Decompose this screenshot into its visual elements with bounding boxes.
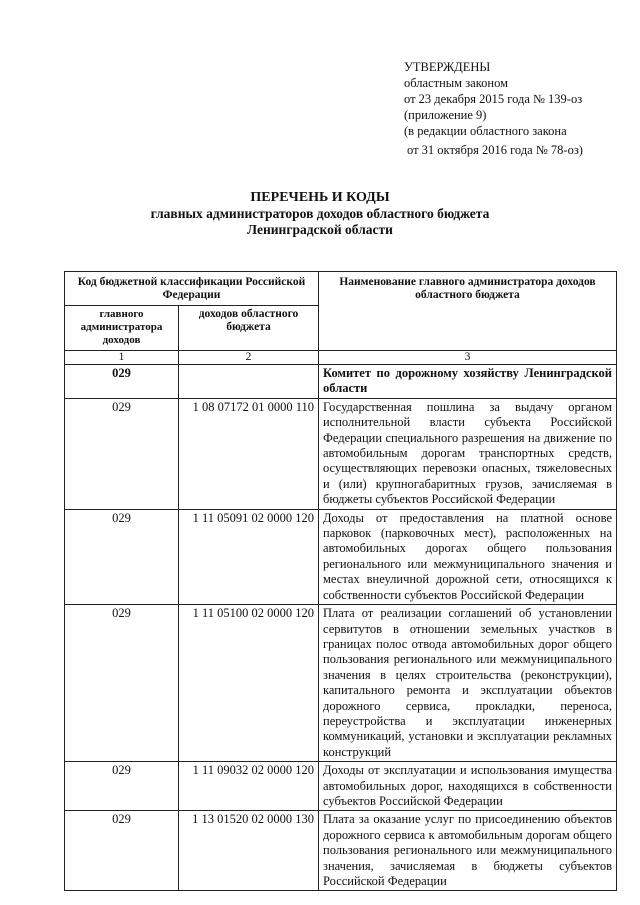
income-code bbox=[179, 365, 319, 399]
income-description: Доходы от эксплуатации и использования имущества автомобильных дорог, находящихся в собственности субъектов Российской Федерации bbox=[319, 762, 617, 811]
title-line: главных администраторов доходов областного бюджета bbox=[150, 206, 490, 221]
title-line: Ленинградской области bbox=[247, 222, 393, 237]
income-description: Доходы от предоставления на платной основе парковок (парковочных мест), расположенных на автомобильных дорогах общего пользования регионального или межмуниципального значения и местах внеуличной дорожной сети, относящихся к собственности субъектов Российской Федерации bbox=[319, 509, 617, 604]
table-row bbox=[65, 365, 617, 399]
income-code: 1 13 01520 02 0000 130 bbox=[179, 811, 319, 891]
header-bkc: Код бюджетной классификации Российской Федерации bbox=[65, 272, 319, 306]
header-income: доходов областного бюджета bbox=[179, 306, 319, 351]
income-code: 1 11 05091 02 0000 120 bbox=[179, 509, 319, 604]
title-line: ПЕРЕЧЕНЬ И КОДЫ bbox=[250, 190, 390, 205]
admin-code: 029 bbox=[65, 762, 179, 811]
income-description: Плата за оказание услуг по присоединению объектов дорожного сервиса к автомобильным дорогам общего пользования регионального или межмуниципального значения, зачисляемая в бюджеты субъектов Российской Федерации bbox=[319, 811, 617, 891]
table-row bbox=[65, 811, 617, 891]
document-title bbox=[0, 190, 640, 238]
income-code: 1 11 05100 02 0000 120 bbox=[179, 605, 319, 762]
approval-line: УТВЕРЖДЕНЫ bbox=[404, 60, 491, 74]
income-description: Государственная пошлина за выдачу органом исполнительной власти субъекта Российской Федерации специального разрешения на движение по автомобильным дорогам транспортных средств, осуществляющих перевозки опасных, тяжеловесных и (или) крупногабаритных грузов, зачисляемая в бюджеты субъектов Российской Федерации bbox=[319, 398, 617, 509]
header-name: Наименование главного администратора доходов областного бюджета bbox=[319, 272, 617, 351]
table-row bbox=[65, 605, 617, 762]
table-row bbox=[65, 509, 617, 604]
income-description: Плата от реализации соглашений об установлении сервитутов в отношении земельных участков в границах полос отвода автомобильных дорог общего пользования регионального или межмуниципального значения в целях строительства (реконструкции), капитального ремонта и эксплуатации объектов дорожного сервиса, прокладки, переноса, переустройства и эксплуатации инженерных коммуникаций, установки и эксплуатации рекламных конструкций bbox=[319, 605, 617, 762]
column-numbers-row bbox=[65, 351, 617, 365]
column-number: 1 bbox=[65, 351, 179, 365]
admin-code: 029 bbox=[65, 398, 179, 509]
approval-line: областным законом bbox=[404, 76, 509, 90]
administrator-name: Комитет по дорожному хозяйству Ленинградской области bbox=[319, 365, 617, 399]
table-row bbox=[65, 762, 617, 811]
column-number: 3 bbox=[319, 351, 617, 365]
codes-table bbox=[64, 271, 617, 891]
approval-line: (в редакции областного закона bbox=[404, 124, 567, 138]
admin-code: 029 bbox=[65, 365, 179, 399]
approval-line: (приложение 9) bbox=[404, 108, 487, 122]
approval-line: от 31 октября 2016 года № 78-оз) bbox=[407, 143, 583, 157]
income-code: 1 11 09032 02 0000 120 bbox=[179, 762, 319, 811]
income-code: 1 08 07172 01 0000 110 bbox=[179, 398, 319, 509]
approval-line: от 23 декабря 2015 года № 139-оз bbox=[404, 92, 583, 106]
table-row bbox=[65, 398, 617, 509]
header-admin: главного администратора доходов bbox=[65, 306, 179, 351]
header-row bbox=[65, 272, 617, 306]
admin-code: 029 bbox=[65, 509, 179, 604]
column-number: 2 bbox=[179, 351, 319, 365]
approval-stamp bbox=[404, 59, 634, 158]
admin-code: 029 bbox=[65, 605, 179, 762]
admin-code: 029 bbox=[65, 811, 179, 891]
